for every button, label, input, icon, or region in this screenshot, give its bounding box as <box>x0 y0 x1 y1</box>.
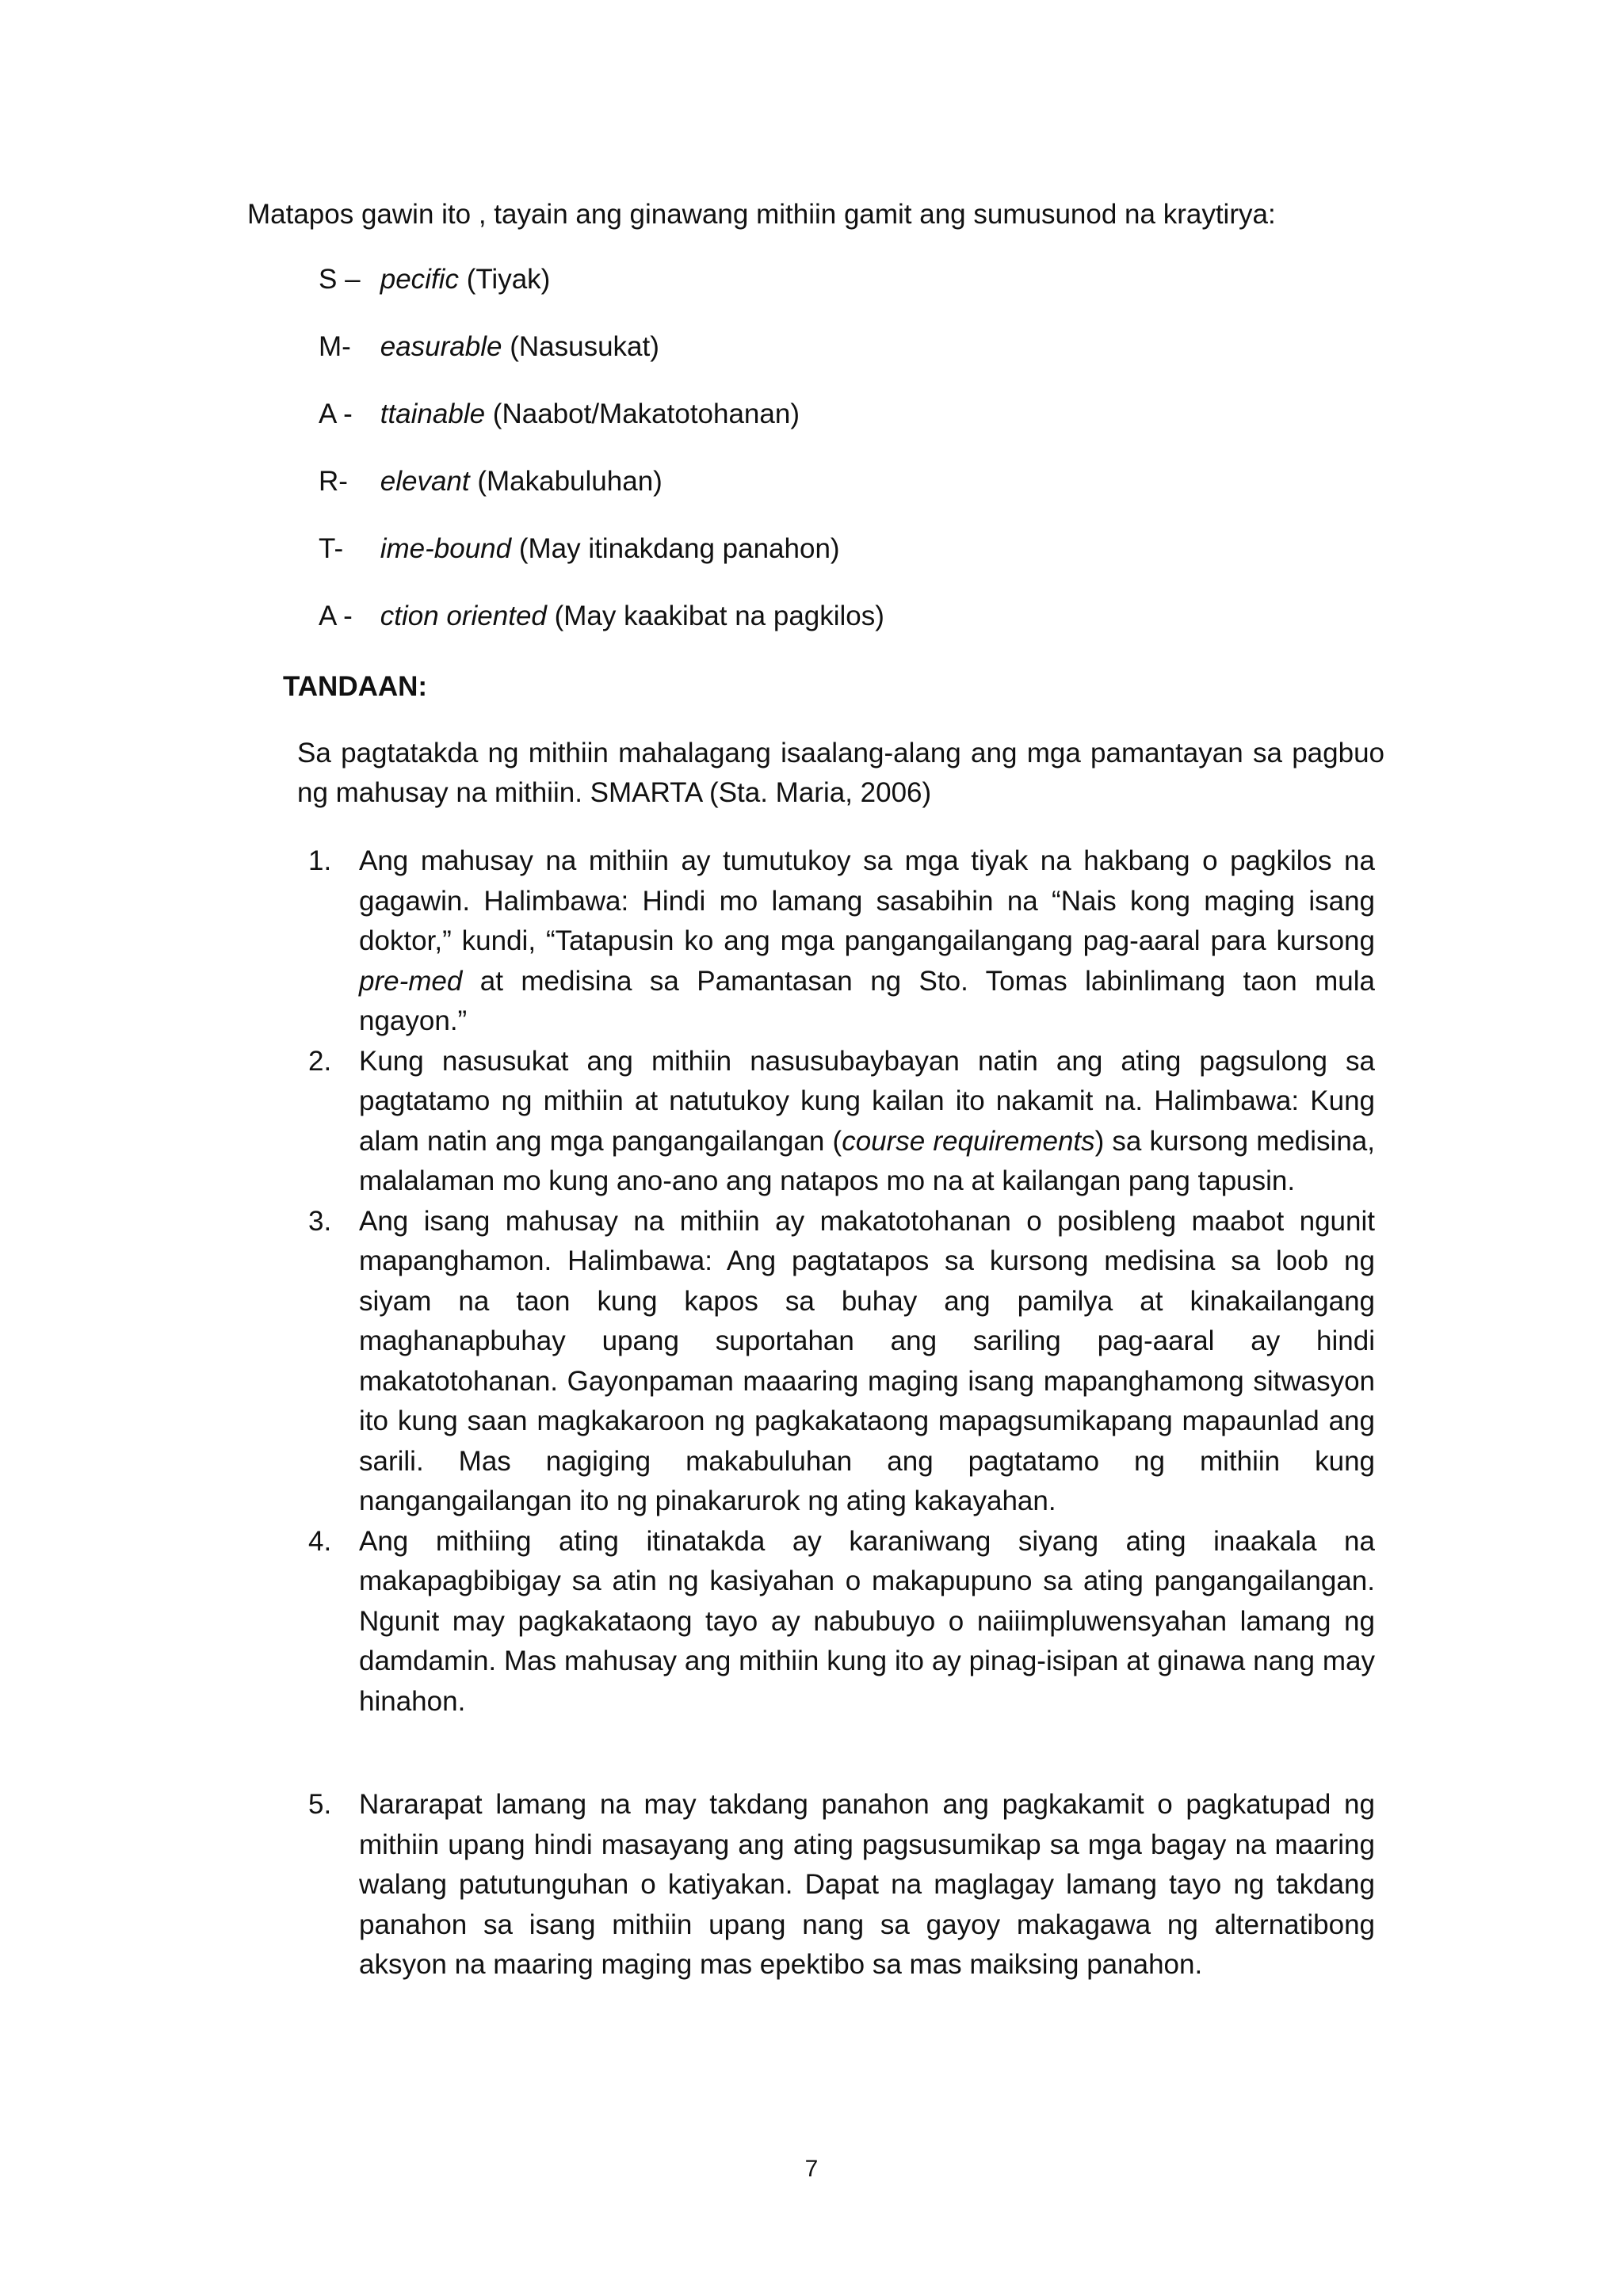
item-number: 2. <box>308 1045 332 1077</box>
criterion-letter: A - <box>319 601 353 631</box>
criterion-word: ttainable <box>380 399 486 429</box>
criterion-word: ime-bound <box>380 533 512 564</box>
criterion-word: pecific <box>380 264 459 295</box>
criterion-time-bound <box>319 529 884 597</box>
criterion-letter: R- <box>319 466 348 497</box>
list-item <box>297 1785 1375 1985</box>
criterion-letter: T- <box>319 533 344 564</box>
item-text: Ang isang mahusay na mithiin ay makatotohanan o posibleng maabot ngunit mapanghamon. Halimbawa: Ang pagtatapos sa kursong medisina sa loob ng siyam na taon kung kapos sa buhay ang pamilya at kinakailangang maghanapbuhay upang suportahan ang sariling pag-aaral ay hindi makatotohanan. Gayonpaman maaaring maging isang mapanghamong sitwasyon ito kung saan magkakaroon ng pagkakataong mapagsumikapang mapaunlad ang sarili. Mas nagiging makabuluhan ang pagtatamo ng mithiin kung nangangailangan ito ng pinakarurok ng ating kakayahan. <box>359 1205 1375 1516</box>
criterion-letter: M- <box>319 331 351 362</box>
criterion-word: easurable <box>380 331 502 362</box>
item-number: 1. <box>308 845 332 876</box>
list-item <box>297 1522 1375 1722</box>
emphasis-text: pre-med <box>359 965 463 997</box>
item-text: Kung nasusukat ang mithiin nasusubaybayan natin ang ating pagsulong sa pagtatamo ng mithiin at natutukoy kung kailan ito nakamit na. Halimbawa: Kung alam natin ang mga pangangailangan (course requirements) sa kursong medisina, malalaman mo kung ano-ano ang natapos mo na at kailangan pang tapusin. <box>359 1045 1375 1196</box>
lead-paragraph: Sa pagtatakda ng mithiin mahalagang isaalang-alang ang mga pamantayan sa pagbuo ng mahusay na mithiin. SMARTA (Sta. Maria, 2006) <box>297 738 1384 808</box>
list-item <box>297 1042 1375 1202</box>
criterion-letter: A - <box>319 399 353 429</box>
smarta-criteria-list <box>319 260 884 664</box>
criterion-meaning: (May itinakdang panahon) <box>518 533 840 564</box>
list-item <box>297 1202 1375 1522</box>
criterion-meaning: (Naabot/Makatotohanan) <box>492 399 800 429</box>
item-text: Ang mithiing ating itinatakda ay karaniwang siyang ating inaakala na makapagbibigay sa atin ng kasiyahan o makapupuno sa ating pangangailangan. Ngunit may pagkakataong tayo ay nabubuyo o naiiimpluwensyahan lamang ng damdamin. Mas mahusay ang mithiin kung ito ay pinag-isipan at ginawa nang may hinahon. <box>359 1525 1375 1717</box>
criterion-word: ction oriented <box>380 601 547 631</box>
criterion-meaning: (Nasusukat) <box>510 331 659 362</box>
item-number: 4. <box>308 1525 332 1557</box>
emphasis-text: course requirements <box>842 1125 1095 1157</box>
criterion-word: elevant <box>380 466 470 497</box>
criterion-attainable <box>319 395 884 462</box>
list-item <box>297 841 1375 1042</box>
page-number: 7 <box>804 2156 819 2182</box>
criterion-specific <box>319 260 884 327</box>
criterion-measurable <box>319 327 884 395</box>
item-number: 3. <box>308 1205 332 1237</box>
criterion-relevant <box>319 462 884 529</box>
criterion-action-oriented <box>319 597 884 664</box>
criterion-meaning: (Tiyak) <box>466 264 551 295</box>
numbered-points-list <box>297 841 1375 1985</box>
item-number: 5. <box>308 1789 332 1820</box>
criterion-letter: S – <box>319 264 361 295</box>
item-text: Ang mahusay na mithiin ay tumutukoy sa mga tiyak na hakbang o pagkilos na gagawin. Halimbawa: Hindi mo lamang sasabihin na “Nais kong maging isang doktor,” kundi, “Tatapusin ko ang mga pangangailangang pag-aaral para kursong pre-med at medisina sa Pamantasan ng Sto. Tomas labinlimang taon mula ngayon.” <box>359 845 1375 1036</box>
criterion-meaning: (Makabuluhan) <box>477 466 663 497</box>
item-text: Nararapat lamang na may takdang panahon ang pagkakamit o pagkatupad ng mithiin upang hindi masayang ang ating pagsusumikap sa mga bagay na maaring walang patutunguhan o katiyakan. Dapat na maglagay lamang tayo ng takdang panahon sa isang mithiin upang nang sa gayoy makagawa ng alternatibong aksyon na maaring maging mas epektibo sa mas maiksing panahon. <box>359 1789 1375 1980</box>
criterion-meaning: (May kaakibat na pagkilos) <box>554 601 884 631</box>
tandaan-heading: TANDAAN: <box>283 671 428 702</box>
intro-sentence: Matapos gawin ito , tayain ang ginawang mithiin gamit ang sumusunod na kraytirya: <box>247 199 1276 230</box>
